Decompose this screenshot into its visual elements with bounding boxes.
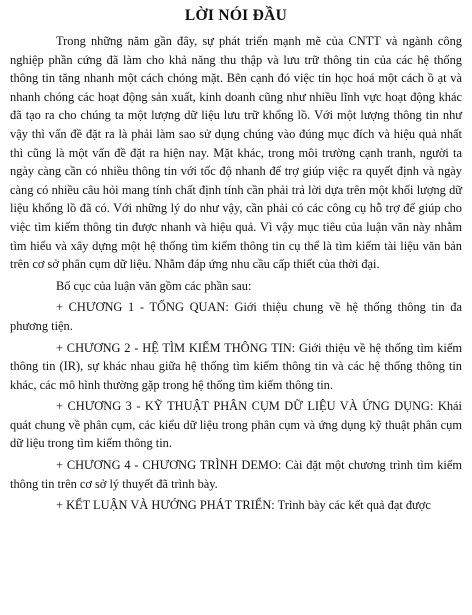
structure-intro-paragraph: Bố cục của luận văn gồm các phần sau: — [56, 278, 252, 293]
chapter-4-paragraph: + CHƯƠNG 4 - CHƯƠNG TRÌNH DEMO: Cài đặt một chương trình tìm kiếm thông tin trên cơ sở lý thuyết đã trình bày. — [10, 458, 462, 491]
chapter-3-paragraph: + CHƯƠNG 3 - KỸ THUẬT PHÂN CỤM DỮ LIỆU VÀ ỨNG DỤNG: Khái quát chung về phân cụm, các kiểu dữ liệu trong phân cụm và ứng dụng kỹ thuật phân cụm dữ liệu trong tìm kiếm thông tin. — [10, 399, 462, 451]
chapter-2-paragraph: + CHƯƠNG 2 - HỆ TÌM KIẾM THÔNG TIN: Giới thiệu về hệ thống tìm kiếm thông tin (IR), sự khác nhau giữa hệ thống tìm kiếm thông tin và các hệ thống thông tin khác, các mô hình thường gặp trong hệ thống tìm kiếm thông tin. — [10, 340, 462, 392]
conclusion-paragraph: + KẾT LUẬN VÀ HƯỚNG PHÁT TRIỂN: Trình bày các kết quả đạt được — [56, 498, 431, 513]
chapter-1-paragraph: + CHƯƠNG 1 - TỔNG QUAN: Giới thiệu chung về hệ thống thông tin đa phương tiện. — [10, 300, 462, 333]
intro-paragraph: Trong những năm gần đây, sự phát triển mạnh mẽ của CNTT và ngành công nghiệp phần cứng đã làm cho khả năng thu thập và lưu trữ thông tin của các hệ thống thông tin tăng nhanh một cách chóng mặt. Bên cạnh đó việc tin học hoá một cách ồ ạt và nhanh chóng các hoạt động sản xuất, kinh doanh cũng như nhiều lĩnh vực hoạt động khác đã tạo ra cho chúng ta một lượng dữ liệu lưu trữ khổng lồ. Với một lượng thông tin như vậy thì vấn đề đặt ra là phải làm sao sử dụng chúng vào đúng mục đích và hiệu quả nhất thì cũng là một vấn đề đặt ra hiện nay. Mặt khác, trong môi trường cạnh tranh, người ta ngày càng cần có nhiều thông tin với tốc độ nhanh để trợ giúp việc ra quyết định và ngày càng có nhiều câu hỏi mang tính chất định tính cần phải trả lời dựa trên một khối lượng dữ liệu khổng lồ đã có. Với những lý do như vậy, cần phải có các công cụ hỗ trợ để giúp cho việc tìm kiếm thông tin được nhanh và hiệu quả. Vì vậy mục tiêu của luận văn này nhằm tìm hiểu và xây dựng một hệ thống tìm kiếm thông tin cụ thể là tìm kiếm tài liệu văn bản trên cơ sở phân cụm dữ liệu. Nhằm đáp ứng nhu cầu cấp thiết của thời đại. — [10, 34, 462, 272]
page-title: LỜI NÓI ĐẦU — [184, 7, 288, 24]
